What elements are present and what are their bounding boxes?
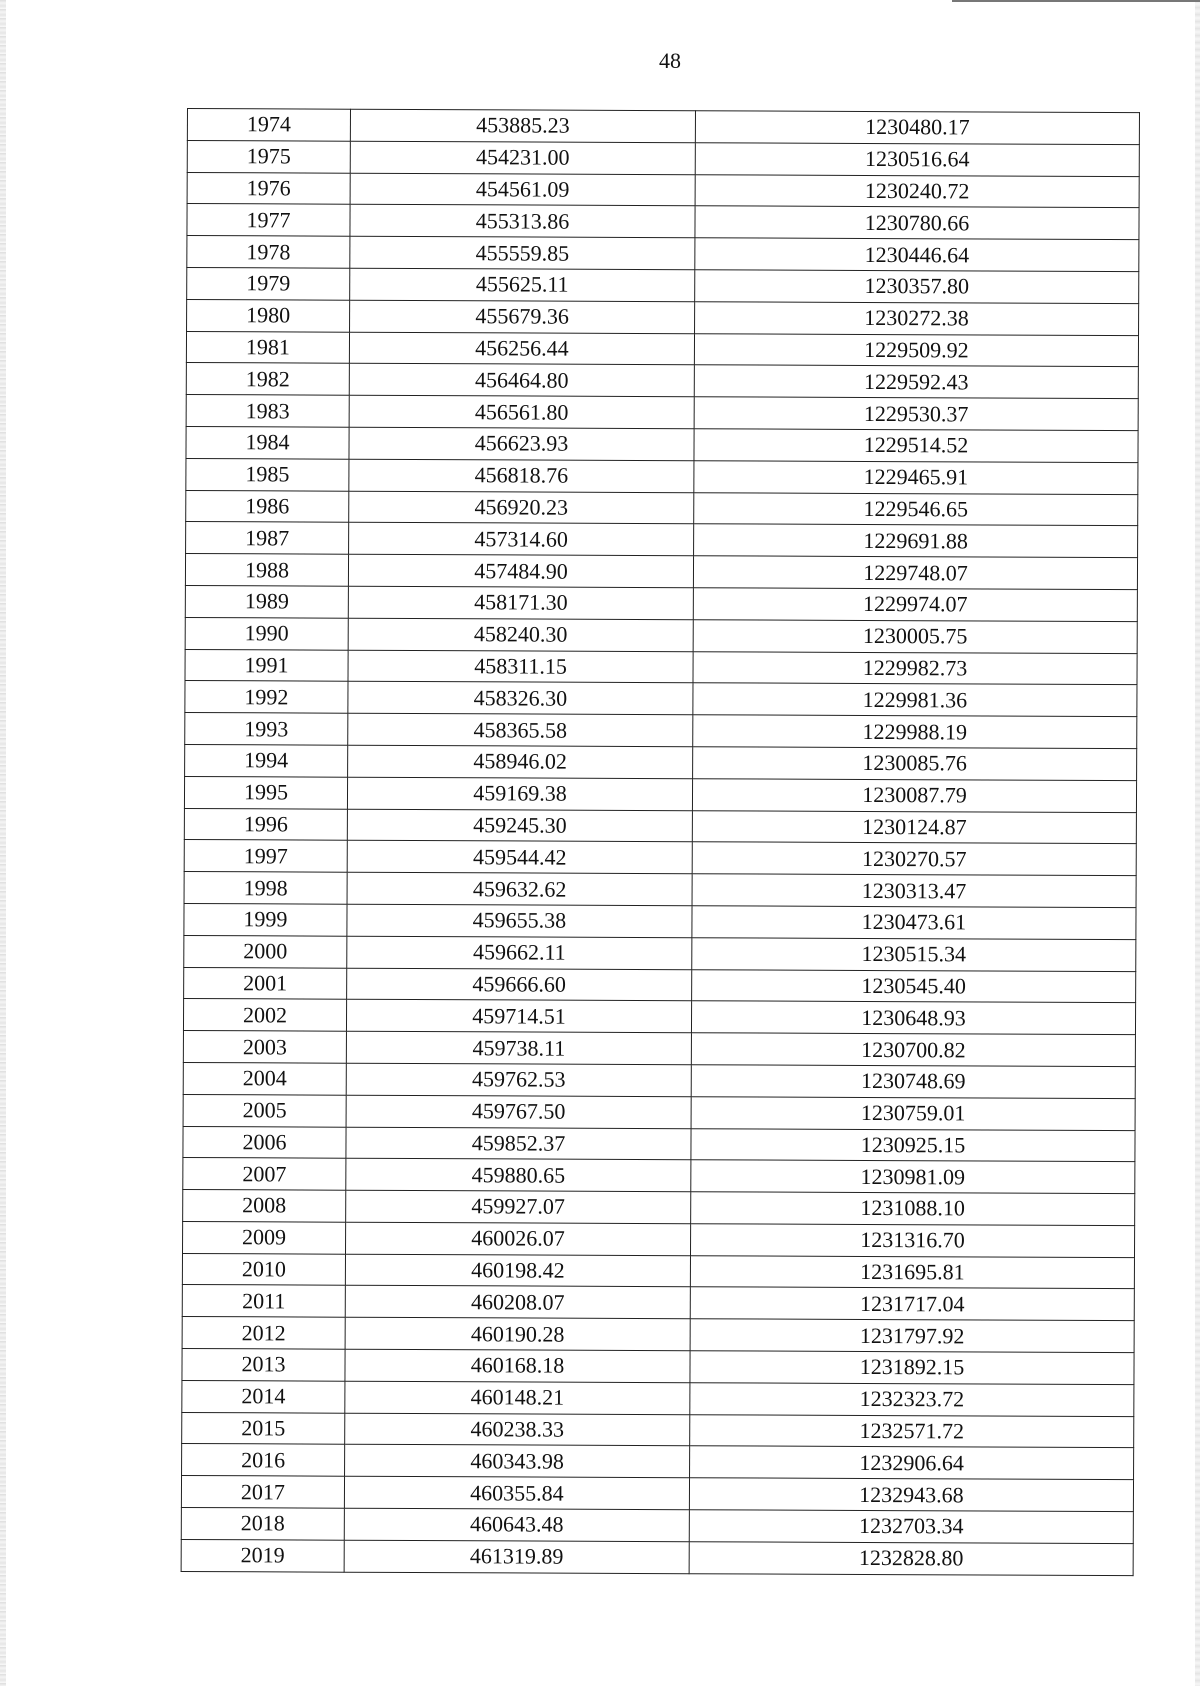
year-cell: 1995 (184, 776, 347, 809)
value-a-cell: 457484.90 (348, 554, 693, 587)
value-b-cell: 1231088.10 (691, 1192, 1135, 1226)
table-row (186, 395, 1138, 431)
scan-edge-left (0, 0, 6, 1686)
year-cell: 2015 (182, 1412, 345, 1445)
value-b-cell: 1230240.72 (695, 174, 1139, 208)
year-cell: 1976 (187, 172, 350, 205)
value-b-cell: 1231316.70 (690, 1224, 1134, 1258)
value-b-cell: 1231695.81 (690, 1255, 1134, 1289)
table-row (187, 299, 1139, 335)
table-row (182, 1444, 1134, 1480)
value-a-cell: 454231.00 (350, 141, 695, 174)
year-cell: 1977 (187, 204, 350, 237)
table-row (185, 713, 1137, 749)
value-b-cell: 1231892.15 (690, 1351, 1134, 1385)
year-cell: 2012 (182, 1317, 345, 1350)
year-cell: 2013 (182, 1349, 345, 1382)
year-cell: 2017 (181, 1476, 344, 1509)
value-b-cell: 1230357.80 (695, 270, 1139, 304)
value-b-cell: 1230473.61 (692, 906, 1136, 940)
table-row (183, 1126, 1135, 1162)
value-a-cell: 458171.30 (348, 586, 693, 619)
value-a-cell: 459927.07 (346, 1190, 691, 1223)
table-row (182, 1285, 1134, 1321)
value-a-cell: 456561.80 (349, 395, 694, 428)
year-cell: 1999 (184, 903, 347, 936)
table-row (184, 776, 1136, 812)
scan-edge-right (1195, 0, 1200, 1686)
year-cell: 2003 (183, 1031, 346, 1064)
value-a-cell: 459544.42 (347, 841, 692, 874)
value-a-cell: 460343.98 (345, 1445, 690, 1478)
table-row (183, 1031, 1135, 1067)
value-b-cell: 1230545.40 (692, 969, 1136, 1003)
value-a-cell: 455313.86 (350, 205, 695, 238)
year-cell: 1974 (187, 109, 350, 142)
value-b-cell: 1230648.93 (691, 1001, 1135, 1035)
value-a-cell: 456464.80 (349, 364, 694, 397)
value-b-cell: 1230270.57 (692, 842, 1136, 876)
year-cell: 2008 (183, 1190, 346, 1223)
year-cell: 1990 (185, 617, 348, 650)
value-b-cell: 1229982.73 (693, 651, 1137, 685)
value-a-cell: 458326.30 (348, 682, 693, 715)
value-a-cell: 456818.76 (349, 459, 694, 492)
year-cell: 1998 (184, 872, 347, 905)
table-row (184, 935, 1136, 971)
table-row (185, 649, 1137, 685)
value-a-cell: 455679.36 (350, 300, 695, 333)
table-row (187, 172, 1139, 208)
year-cell: 1987 (186, 522, 349, 555)
value-b-cell: 1230925.15 (691, 1128, 1135, 1162)
year-cell: 2006 (183, 1126, 346, 1159)
value-b-cell: 1230313.47 (692, 874, 1136, 908)
value-a-cell: 459632.62 (347, 872, 692, 905)
table-row (187, 236, 1139, 272)
value-b-cell: 1230759.01 (691, 1096, 1135, 1130)
table-row (182, 1380, 1134, 1416)
value-b-cell: 1229465.91 (694, 460, 1138, 494)
year-cell: 1979 (187, 267, 350, 300)
value-b-cell: 1230480.17 (695, 111, 1139, 145)
value-a-cell: 455625.11 (350, 268, 695, 301)
value-b-cell: 1230981.09 (691, 1160, 1135, 1194)
table-row (185, 744, 1137, 780)
value-a-cell: 460355.84 (344, 1476, 689, 1509)
table-row (185, 554, 1137, 590)
value-a-cell: 454561.09 (350, 173, 695, 206)
table-row (184, 840, 1136, 876)
value-b-cell: 1231717.04 (690, 1287, 1134, 1321)
value-a-cell: 459662.11 (347, 936, 692, 969)
year-cell: 2007 (183, 1158, 346, 1191)
value-b-cell: 1229691.88 (694, 524, 1138, 558)
value-a-cell: 459245.30 (347, 809, 692, 842)
table-row (186, 331, 1138, 367)
value-b-cell: 1230748.69 (691, 1065, 1135, 1099)
value-a-cell: 460208.07 (345, 1286, 690, 1319)
table-row (183, 999, 1135, 1035)
value-a-cell: 455559.85 (350, 236, 695, 269)
table-body (181, 109, 1139, 1576)
value-a-cell: 460026.07 (346, 1222, 691, 1255)
value-a-cell: 459880.65 (346, 1159, 691, 1192)
value-a-cell: 460198.42 (345, 1254, 690, 1287)
year-cell: 2019 (181, 1539, 344, 1572)
value-a-cell: 459762.53 (346, 1063, 691, 1096)
year-cell: 1997 (184, 840, 347, 873)
value-b-cell: 1229981.36 (693, 683, 1137, 717)
value-b-cell: 1230087.79 (692, 778, 1136, 812)
value-a-cell: 460190.28 (345, 1317, 690, 1350)
year-cell: 2011 (182, 1285, 345, 1318)
table-row (183, 1062, 1135, 1098)
value-b-cell: 1230272.38 (695, 301, 1139, 335)
value-b-cell: 1229530.37 (694, 397, 1138, 431)
value-a-cell: 460168.18 (345, 1349, 690, 1382)
table-row (182, 1412, 1134, 1448)
value-a-cell: 459767.50 (346, 1095, 691, 1128)
table-row (186, 426, 1138, 462)
table-row (184, 967, 1136, 1003)
year-cell: 1975 (187, 140, 350, 173)
value-a-cell: 460643.48 (344, 1508, 689, 1541)
table-row (183, 1094, 1135, 1130)
value-b-cell: 1232571.72 (690, 1414, 1134, 1448)
year-cell: 1994 (185, 744, 348, 777)
year-cell: 1981 (186, 331, 349, 364)
value-a-cell: 457314.60 (349, 523, 694, 556)
value-b-cell: 1230780.66 (695, 206, 1139, 240)
value-a-cell: 456920.23 (349, 491, 694, 524)
table-row (181, 1476, 1133, 1512)
value-a-cell: 458311.15 (348, 650, 693, 683)
year-cell: 2018 (181, 1508, 344, 1541)
value-b-cell: 1232906.64 (690, 1446, 1134, 1480)
year-cell: 1992 (185, 681, 348, 714)
value-b-cell: 1229592.43 (694, 365, 1138, 399)
value-a-cell: 458240.30 (348, 618, 693, 651)
value-a-cell: 460148.21 (345, 1381, 690, 1414)
value-b-cell: 1229509.92 (694, 333, 1138, 367)
table-row (185, 585, 1137, 621)
year-cell: 2002 (183, 999, 346, 1032)
value-b-cell: 1229514.52 (694, 429, 1138, 463)
value-a-cell: 459666.60 (347, 968, 692, 1001)
year-cell: 2010 (182, 1253, 345, 1286)
value-b-cell: 1230516.64 (695, 143, 1139, 177)
year-cell: 1988 (185, 554, 348, 587)
value-b-cell: 1232828.80 (689, 1542, 1133, 1576)
year-cell: 1991 (185, 649, 348, 682)
table-row (186, 363, 1138, 399)
value-a-cell: 459714.51 (346, 1000, 691, 1033)
value-b-cell: 1229748.07 (693, 556, 1137, 590)
value-a-cell: 458365.58 (348, 713, 693, 746)
value-a-cell: 453885.23 (350, 109, 695, 142)
value-b-cell: 1229546.65 (694, 492, 1138, 526)
value-a-cell: 459169.38 (347, 777, 692, 810)
table-row (187, 140, 1139, 176)
table-row (184, 872, 1136, 908)
year-cell: 1983 (186, 395, 349, 428)
value-b-cell: 1230446.64 (695, 238, 1139, 272)
year-cell: 1996 (184, 808, 347, 841)
value-b-cell: 1230515.34 (692, 937, 1136, 971)
table-row (187, 109, 1139, 145)
value-b-cell: 1230085.76 (693, 747, 1137, 781)
year-cell: 1980 (187, 299, 350, 332)
year-cell: 1982 (186, 363, 349, 396)
table-row (181, 1539, 1133, 1575)
year-cell: 2004 (183, 1062, 346, 1095)
value-b-cell: 1232943.68 (689, 1478, 1133, 1512)
year-cell: 2005 (183, 1094, 346, 1127)
table-row (186, 458, 1138, 494)
year-cell: 1993 (185, 713, 348, 746)
page-number: 48 (659, 48, 681, 73)
year-cell: 1985 (186, 458, 349, 491)
value-b-cell: 1229974.07 (693, 588, 1137, 622)
value-b-cell: 1230005.75 (693, 619, 1137, 653)
table-row (186, 490, 1138, 526)
table-row (185, 681, 1137, 717)
value-a-cell: 459655.38 (347, 904, 692, 937)
top-rule (952, 0, 1200, 2)
table-row (186, 522, 1138, 558)
value-a-cell: 456256.44 (349, 332, 694, 365)
value-b-cell: 1230124.87 (692, 810, 1136, 844)
table-row (182, 1253, 1134, 1289)
table-row (182, 1317, 1134, 1353)
year-cell: 2000 (184, 935, 347, 968)
value-a-cell: 460238.33 (345, 1413, 690, 1446)
value-b-cell: 1232703.34 (689, 1510, 1133, 1544)
year-cell: 1984 (186, 426, 349, 459)
year-cell: 2014 (182, 1380, 345, 1413)
value-a-cell: 458946.02 (348, 745, 693, 778)
value-b-cell: 1229988.19 (693, 715, 1137, 749)
table-row (183, 1158, 1135, 1194)
table-row (183, 1221, 1135, 1257)
value-a-cell: 459852.37 (346, 1127, 691, 1160)
value-b-cell: 1232323.72 (690, 1383, 1134, 1417)
value-a-cell: 459738.11 (346, 1031, 691, 1064)
value-b-cell: 1230700.82 (691, 1033, 1135, 1067)
table-row (185, 617, 1137, 653)
table-row (187, 204, 1139, 240)
year-cell: 2009 (183, 1221, 346, 1254)
table-row (182, 1349, 1134, 1385)
table-row (187, 267, 1139, 303)
value-a-cell: 456623.93 (349, 427, 694, 460)
table-row (181, 1508, 1133, 1544)
year-cell: 2016 (182, 1444, 345, 1477)
year-cell: 2001 (184, 967, 347, 1000)
table-row (183, 1190, 1135, 1226)
table-row (184, 903, 1136, 939)
value-a-cell: 461319.89 (344, 1540, 689, 1573)
year-cell: 1986 (186, 490, 349, 523)
year-cell: 1978 (187, 236, 350, 269)
table-row (184, 808, 1136, 844)
year-cell: 1989 (185, 585, 348, 618)
value-b-cell: 1231797.92 (690, 1319, 1134, 1353)
data-table (181, 108, 1140, 1576)
